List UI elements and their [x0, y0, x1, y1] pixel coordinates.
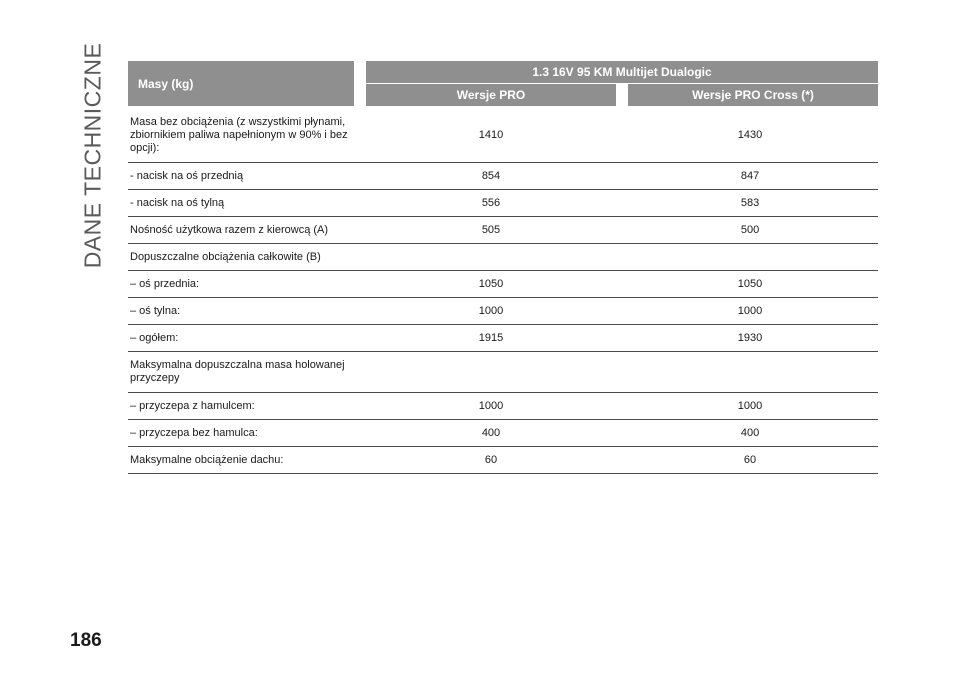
row-value-pro: 1050 [360, 271, 622, 298]
row-value-pro: 854 [360, 163, 622, 190]
row-value-pro-cross: 583 [622, 190, 878, 217]
row-value-pro: 556 [360, 190, 622, 217]
section-title-vertical [79, 42, 106, 268]
row-value-pro: 400 [360, 420, 622, 447]
row-label: - nacisk na oś tylną [128, 190, 360, 217]
table-row [128, 352, 878, 393]
row-label: – przyczepa bez hamulca: [128, 420, 360, 447]
row-value-pro-cross: 1430 [622, 106, 878, 163]
masses-table [128, 61, 878, 474]
row-label: Maksymalne obciążenie dachu: [128, 447, 360, 474]
table-row [128, 244, 878, 271]
table-header-row-group [128, 61, 878, 84]
row-value-pro: 1000 [360, 393, 622, 420]
row-value-pro-cross: 1000 [622, 393, 878, 420]
row-value-pro: 1000 [360, 298, 622, 325]
table-row [128, 393, 878, 420]
page-number: 186 [70, 630, 102, 651]
row-value-pro-cross: 847 [622, 163, 878, 190]
table-row [128, 447, 878, 474]
table-row [128, 271, 878, 298]
row-label: Masa bez obciążenia (z wszystkimi płynami, zbiornikiem paliwa napełnionym w 90% i bez opcji): [128, 106, 360, 163]
row-value-pro-cross: 60 [622, 447, 878, 474]
row-label: Nośność użytkowa razem z kierowcą (A) [128, 217, 360, 244]
table-row [128, 190, 878, 217]
row-value-pro [360, 244, 622, 271]
engine-header: 1.3 16V 95 KM Multijet Dualogic [360, 61, 878, 84]
row-value-pro-cross [622, 352, 878, 393]
row-value-pro-cross: 500 [622, 217, 878, 244]
row-label: – ogółem: [128, 325, 360, 352]
row-value-pro-cross: 1050 [622, 271, 878, 298]
row-value-pro: 505 [360, 217, 622, 244]
row-label: – przyczepa z hamulcem: [128, 393, 360, 420]
row-label: Dopuszczalne obciążenia całkowite (B) [128, 244, 360, 271]
row-label: Maksymalna dopuszczalna masa holowanej przyczepy [128, 352, 360, 393]
table-row [128, 325, 878, 352]
row-value-pro: 60 [360, 447, 622, 474]
row-label: - nacisk na oś przednią [128, 163, 360, 190]
row-label: – oś tylna: [128, 298, 360, 325]
table-row [128, 163, 878, 190]
table-row [128, 420, 878, 447]
row-value-pro: 1915 [360, 325, 622, 352]
row-value-pro-cross: 1000 [622, 298, 878, 325]
section-title-text: DANE TECHNICZNE [79, 42, 106, 268]
table-row [128, 298, 878, 325]
row-label: – oś przednia: [128, 271, 360, 298]
table-row [128, 217, 878, 244]
row-value-pro-cross [622, 244, 878, 271]
row-value-pro-cross: 400 [622, 420, 878, 447]
column-header-pro-cross: Wersje PRO Cross (*) [622, 84, 878, 107]
row-value-pro-cross: 1930 [622, 325, 878, 352]
column-header-pro: Wersje PRO [360, 84, 622, 107]
row-value-pro [360, 352, 622, 393]
row-value-pro: 1410 [360, 106, 622, 163]
table-row [128, 106, 878, 163]
masses-header: Masy (kg) [128, 61, 360, 106]
